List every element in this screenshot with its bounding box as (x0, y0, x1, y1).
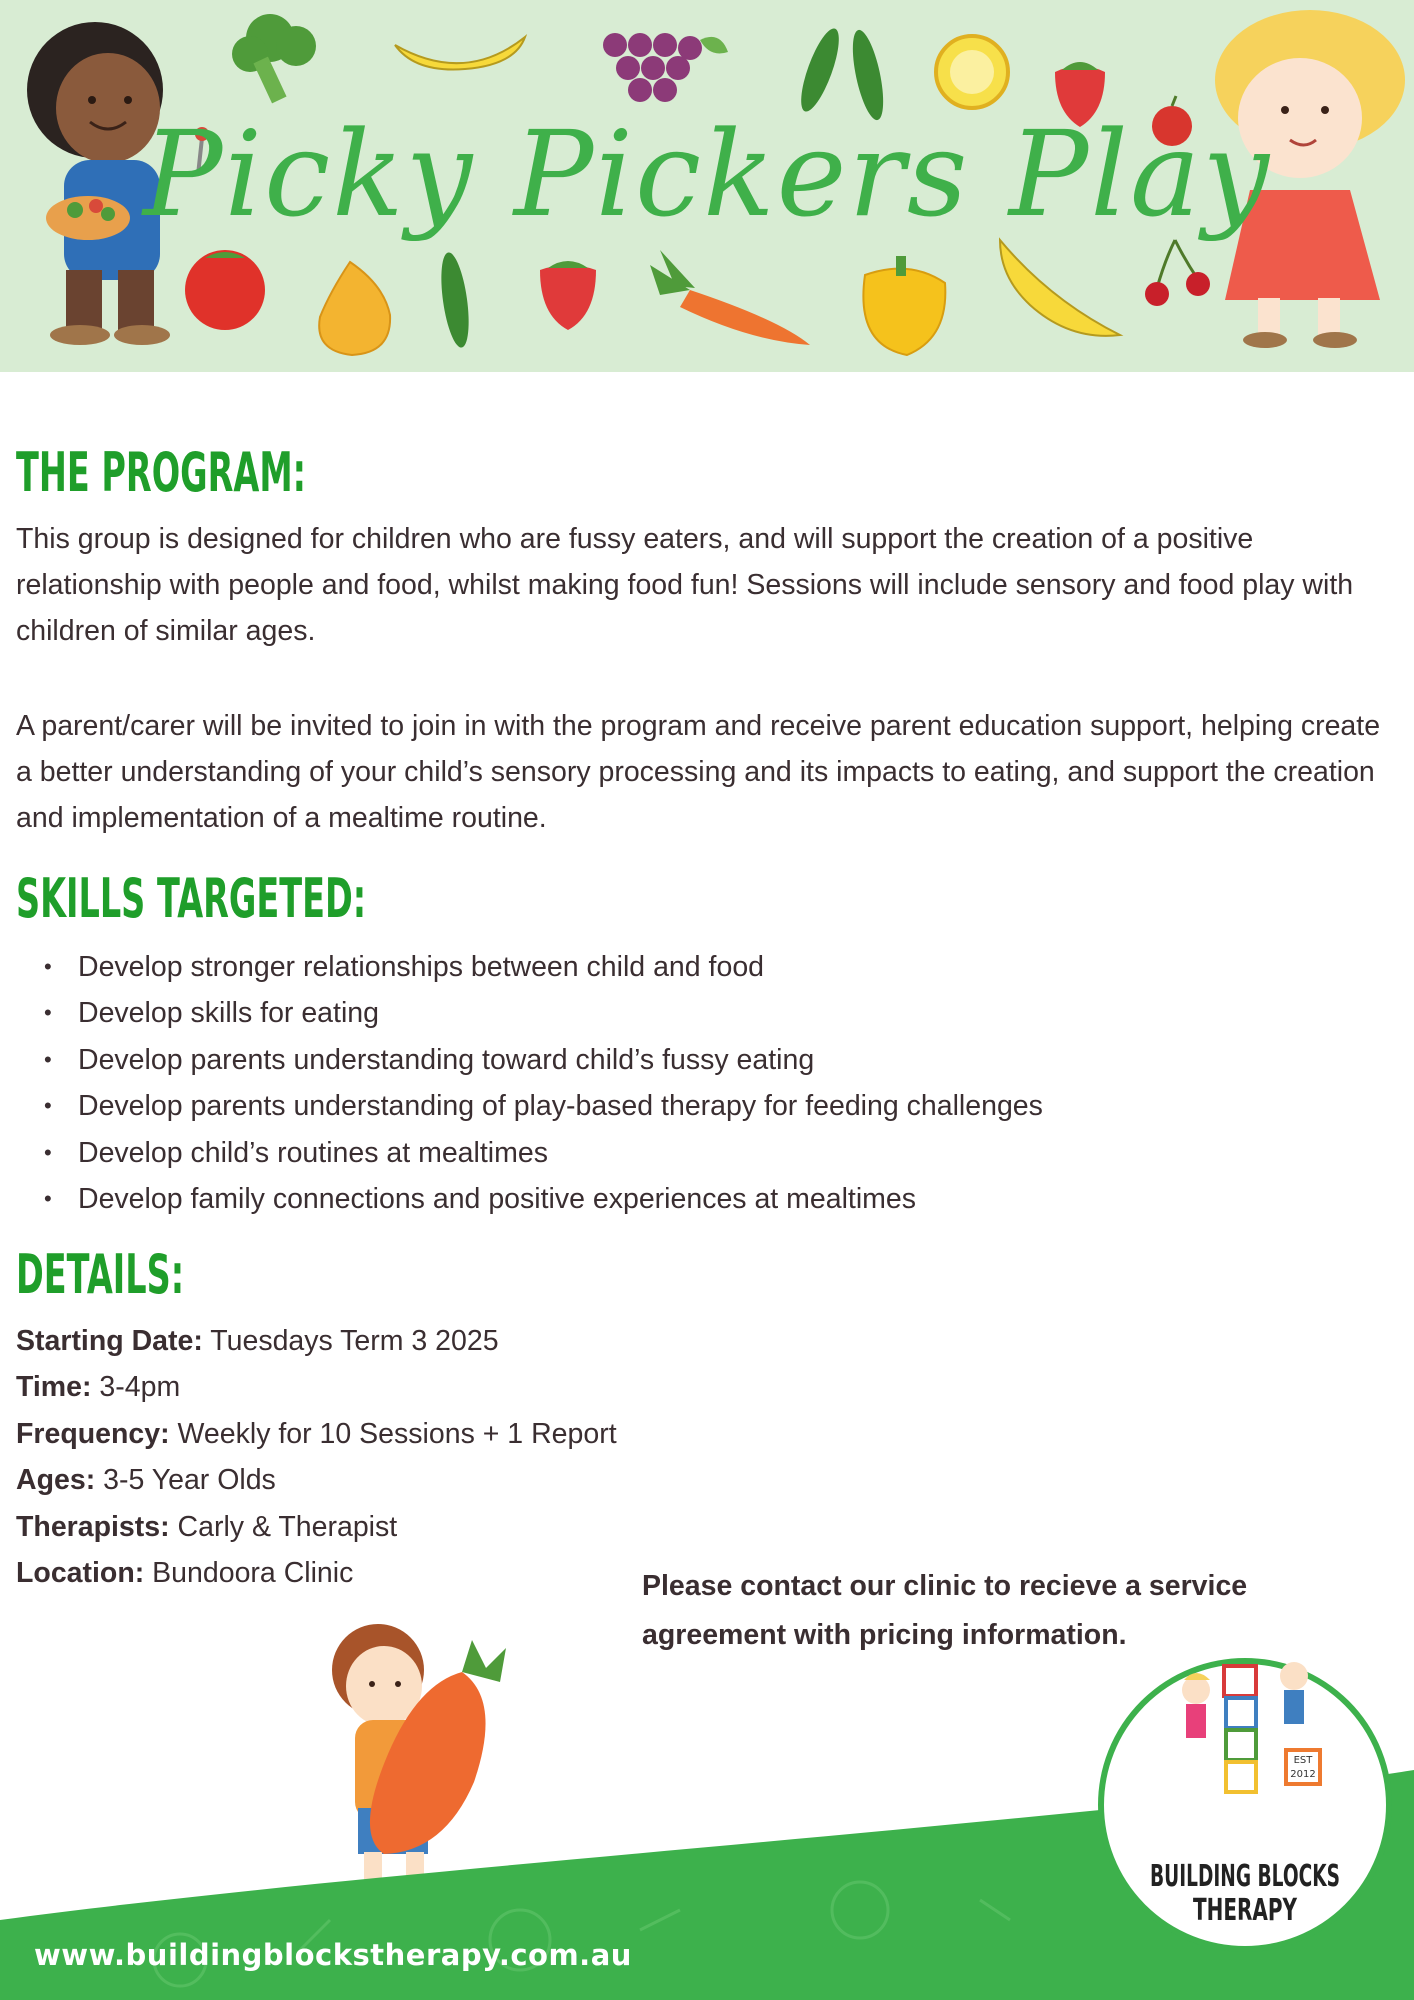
logo-year: 2012 (1290, 1769, 1316, 1780)
skill-item: • Develop parents understanding toward child’s fussy eating (16, 1037, 1043, 1083)
bell-pepper-icon (863, 256, 945, 355)
carrot-icon (650, 250, 810, 345)
detail-value: 3-5 Year Olds (95, 1464, 276, 1497)
logo-text-line2: THERAPY (1193, 1893, 1298, 1928)
cherries-icon (1145, 240, 1210, 306)
skill-item: • Develop family connections and positive experiences at mealtimes (16, 1176, 1043, 1222)
detail-label: Ages: (16, 1464, 96, 1497)
program-heading: THE PROGRAM: (16, 441, 307, 504)
banner-title: Picky Pickers Play (142, 105, 1272, 243)
grapes-icon (603, 33, 728, 102)
footer-website-link[interactable]: www.buildingblockstherapy.com.au (34, 1938, 632, 1972)
banana-icon (1000, 240, 1120, 336)
detail-value: Carly & Therapist (169, 1510, 398, 1543)
banner-illustrations (0, 0, 1414, 372)
skill-item: • Develop child’s routines at mealtimes (16, 1130, 1043, 1176)
skills-heading: SKILLS TARGETED: (16, 867, 367, 930)
footer-graphics (0, 1580, 1414, 2000)
skill-item: • Develop stronger relationships between child and food (16, 944, 1043, 990)
detail-value: Tuesdays Term 3 2025 (202, 1325, 499, 1357)
banana-icon (395, 37, 525, 70)
details-heading: DETAILS: (16, 1243, 185, 1306)
detail-frequency (16, 1411, 617, 1457)
header-banner (0, 0, 1414, 372)
detail-label: Starting Date: (16, 1325, 203, 1357)
logo-text-line1: BUILDING BLOCKS (1150, 1859, 1340, 1894)
detail-time (16, 1364, 617, 1410)
detail-label: Frequency: (16, 1417, 170, 1450)
details-list (16, 1318, 617, 1596)
detail-value: 3-4pm (91, 1371, 181, 1404)
pea-pod-icon (436, 251, 473, 349)
logo-est: EST (1293, 1755, 1313, 1766)
pear-icon (319, 262, 390, 355)
program-paragraph-1: This group is designed for children who are fussy eaters, and will support the creation of a positive relationship with people and food, whilst making food fun! Sessions will include sensory and food play with children of similar ages. (16, 523, 1354, 647)
detail-label: Therapists: (16, 1510, 170, 1543)
broccoli-icon (232, 14, 316, 103)
contact-note: Please contact our clinic to recieve a service agreement with pricing information. (642, 1570, 1248, 1651)
lemon-icon (936, 36, 1008, 108)
program-paragraph-2: A parent/carer will be invited to join in with the program and receive parent education support, helping create a better understanding of your child’s sensory processing and its impacts to eating, and support the creation and implementation of a mealtime routine. (16, 710, 1381, 834)
detail-value: Bundoora Clinic (144, 1557, 354, 1590)
skills-list (16, 944, 1043, 1222)
detail-ages (16, 1457, 617, 1503)
strawberry-icon (540, 261, 596, 330)
detail-label: Time: (16, 1371, 92, 1404)
detail-label: Location: (16, 1557, 145, 1590)
tomato-icon (185, 250, 265, 330)
detail-therapists (16, 1504, 617, 1550)
skill-item: • Develop skills for eating (16, 990, 1043, 1036)
building-blocks-logo (1101, 1661, 1389, 1949)
detail-starting-date (16, 1318, 617, 1364)
skill-item: • Develop parents understanding of play-based therapy for feeding challenges (16, 1083, 1043, 1129)
detail-value: Weekly for 10 Sessions + 1 Report (169, 1417, 617, 1450)
